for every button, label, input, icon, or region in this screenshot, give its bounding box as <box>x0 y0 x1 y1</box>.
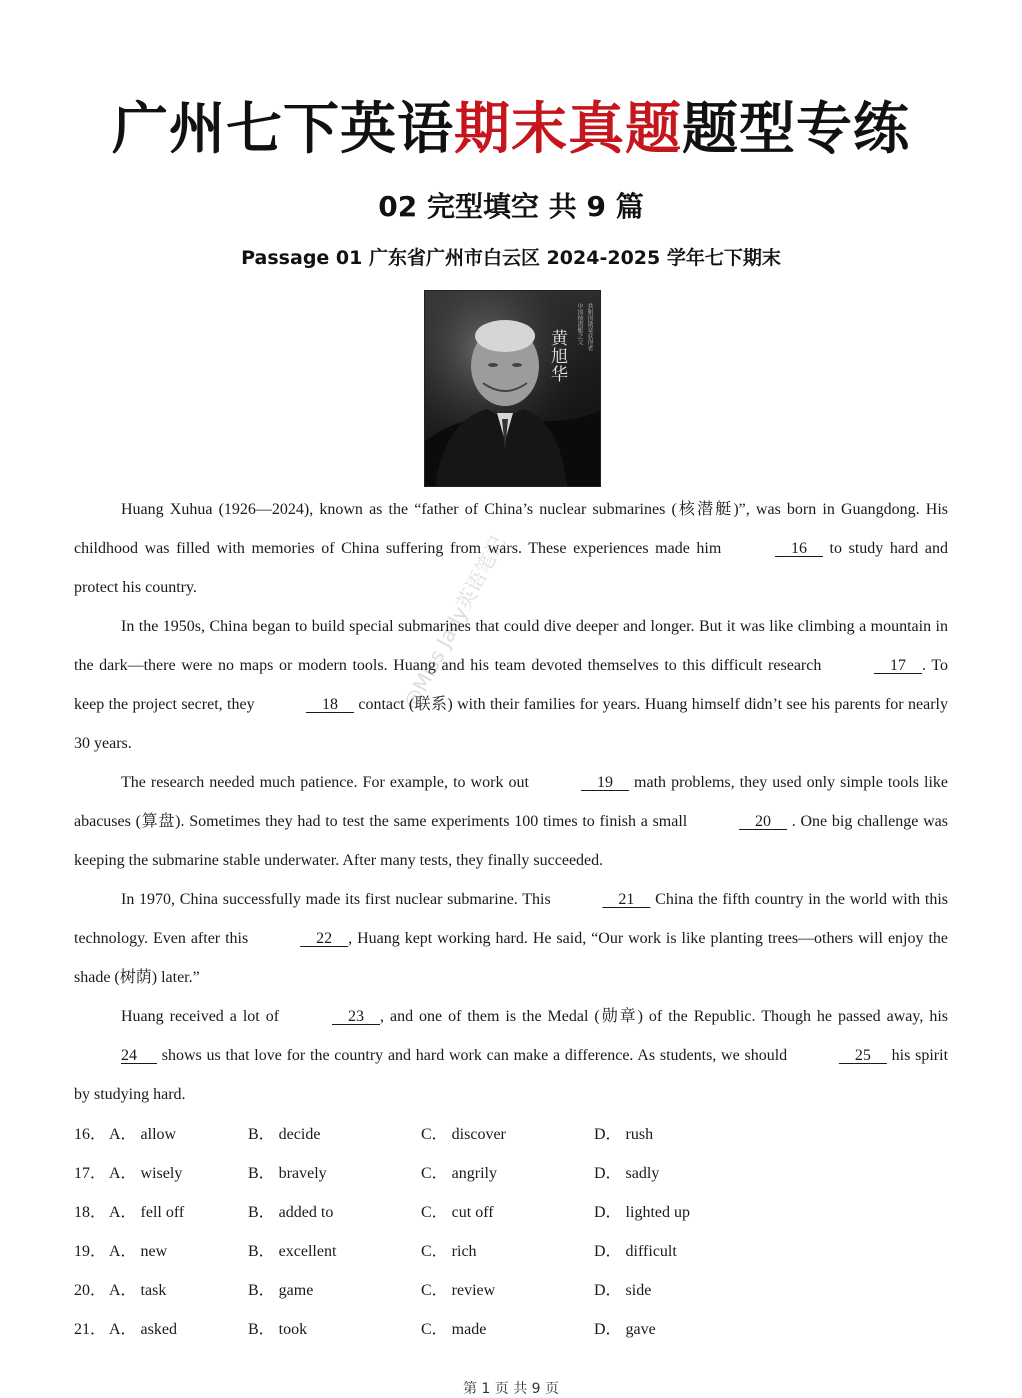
p4-text-1: In 1970, China successfully made its first nuclear submarine. This <box>121 891 556 908</box>
question-options <box>74 1115 954 1349</box>
option-d[interactable]: D． side <box>594 1282 652 1299</box>
blank-16-number: 16 <box>790 540 807 557</box>
option-c[interactable]: C． angrily <box>421 1165 497 1182</box>
blank-19[interactable] <box>534 763 629 802</box>
option-b[interactable]: B． added to <box>248 1204 334 1221</box>
question-row <box>74 1271 954 1310</box>
question-number: 17． <box>74 1165 107 1182</box>
blank-25-number: 25 <box>854 1047 871 1064</box>
p3-text-3: . One big challenge was keeping the submarine stable underwater. After many tests, they finally succeeded. <box>74 813 948 869</box>
option-a[interactable]: A． wisely <box>109 1165 183 1182</box>
page-subtitle: 02 完型填空 共 9 篇 <box>378 190 644 223</box>
option-d[interactable]: D． difficult <box>594 1243 677 1260</box>
p2-text-3: contact (联系) with their families for years. Huang himself didn’t see his parents for nearly 30 years. <box>74 696 948 752</box>
option-a[interactable]: A． fell off <box>109 1204 185 1221</box>
option-d[interactable]: D． rush <box>594 1126 654 1143</box>
option-a[interactable]: A． task <box>109 1282 167 1299</box>
question-row <box>74 1154 954 1193</box>
paragraph-5 <box>74 997 948 1114</box>
paragraph-3 <box>74 763 948 880</box>
option-c[interactable]: C． discover <box>421 1126 506 1143</box>
paragraph-4 <box>74 880 948 997</box>
p5-text-4: his spirit by studying hard. <box>74 1047 949 1103</box>
blank-25[interactable] <box>792 1036 887 1075</box>
question-number: 19． <box>74 1243 107 1260</box>
option-b[interactable]: B． took <box>248 1321 308 1338</box>
blank-18[interactable] <box>259 685 354 724</box>
blank-18-number: 18 <box>321 696 338 713</box>
option-c[interactable]: C． cut off <box>421 1204 494 1221</box>
question-row <box>74 1232 954 1271</box>
option-b[interactable]: B． excellent <box>248 1243 337 1260</box>
paragraph-2 <box>74 607 948 763</box>
blank-17-number: 17 <box>890 657 906 674</box>
option-b[interactable]: B． game <box>248 1282 314 1299</box>
option-d[interactable]: D． gave <box>594 1321 656 1338</box>
option-d[interactable]: D． sadly <box>594 1165 660 1182</box>
page-footer: 第 1 页 共 9 页 <box>462 1381 560 1397</box>
option-b[interactable]: B． bravely <box>248 1165 327 1182</box>
blank-16[interactable] <box>728 529 823 568</box>
question-number: 16． <box>74 1126 107 1143</box>
option-c[interactable]: C． review <box>421 1282 496 1299</box>
p1-text-1: Huang Xuhua (1926—2024), known as the “father of China’s nuclear submarines (核潜艇)”, was born in Guangdong. His childhood was filled with memories of China suffering from wars. These experiences made him <box>74 501 948 557</box>
option-a[interactable]: A． allow <box>109 1126 177 1143</box>
question-number: 20． <box>74 1282 107 1299</box>
question-row <box>74 1115 954 1154</box>
blank-23[interactable] <box>285 997 380 1036</box>
blank-22[interactable] <box>253 919 348 958</box>
blank-17[interactable] <box>827 646 922 685</box>
photo-caption-1: 中国核潜艇之父 <box>576 303 583 345</box>
p2-text-2: . To keep the project secret, they <box>74 657 949 713</box>
portrait-illustration <box>425 291 600 486</box>
title-highlight: 期末真题 <box>454 97 682 162</box>
portrait-photo <box>424 290 601 487</box>
watermark: @Miss Jady英语笔记 <box>398 531 511 714</box>
question-row <box>74 1193 954 1232</box>
option-c[interactable]: C． rich <box>421 1243 477 1260</box>
blank-22-number: 22 <box>316 930 333 947</box>
passage-text <box>74 490 948 1114</box>
photo-name: 黄旭华 <box>547 329 567 383</box>
title-part-2: 题型专练 <box>682 97 910 162</box>
p1-text-2: to study hard and protect his country. <box>74 540 949 596</box>
option-a[interactable]: A． new <box>109 1243 168 1260</box>
question-row <box>74 1310 954 1349</box>
option-d[interactable]: D． lighted up <box>594 1204 690 1221</box>
p5-text-3: shows us that love for the country and hard work can make a difference. As students, we should <box>157 1047 792 1064</box>
photo-caption-2: 共和国勋章获得者 <box>586 303 593 351</box>
p5-text-1: Huang received a lot of <box>121 1008 286 1025</box>
blank-24-number: 24 <box>121 1047 137 1064</box>
blank-23-number: 23 <box>348 1008 365 1025</box>
option-b[interactable]: B． decide <box>248 1126 321 1143</box>
paragraph-1 <box>74 490 948 607</box>
p2-text-1: In the 1950s, China began to build special submarines that could dive deeper and longer. But it was like climbing a mountain in the dark—there were no maps or modern tools. Huang and his team devoted themselves to this difficult research <box>74 618 948 674</box>
passage-heading: Passage 01 广东省广州市白云区 2024-2025 学年七下期末 <box>241 247 781 269</box>
p4-text-3: , Huang kept working hard. He said, “Our work is like planting trees—others will enjoy the shade (树荫) later.” <box>74 930 948 986</box>
page-title <box>0 92 1022 168</box>
blank-21[interactable] <box>555 880 650 919</box>
option-c[interactable]: C． made <box>421 1321 487 1338</box>
question-number: 18． <box>74 1204 107 1221</box>
blank-20[interactable] <box>692 802 787 841</box>
blank-24[interactable] <box>74 1036 157 1075</box>
p3-text-1: The research needed much patience. For example, to work out <box>121 774 534 791</box>
option-a[interactable]: A． asked <box>109 1321 177 1338</box>
question-number: 21． <box>74 1321 107 1338</box>
p4-text-2: China the fifth country in the world with this technology. Even after this <box>74 891 949 947</box>
blank-20-number: 20 <box>755 813 771 830</box>
blank-21-number: 21 <box>618 891 635 908</box>
p5-text-2: , and one of them is the Medal (勋章) of the Republic. Though he passed away, his <box>380 1008 948 1025</box>
p3-text-2: math problems, they used only simple tools like abacuses (算盘). Sometimes they had to test the same experiments 100 times to finish a small <box>74 774 948 830</box>
blank-19-number: 19 <box>596 774 613 791</box>
title-part-1: 广州七下英语 <box>112 97 454 162</box>
